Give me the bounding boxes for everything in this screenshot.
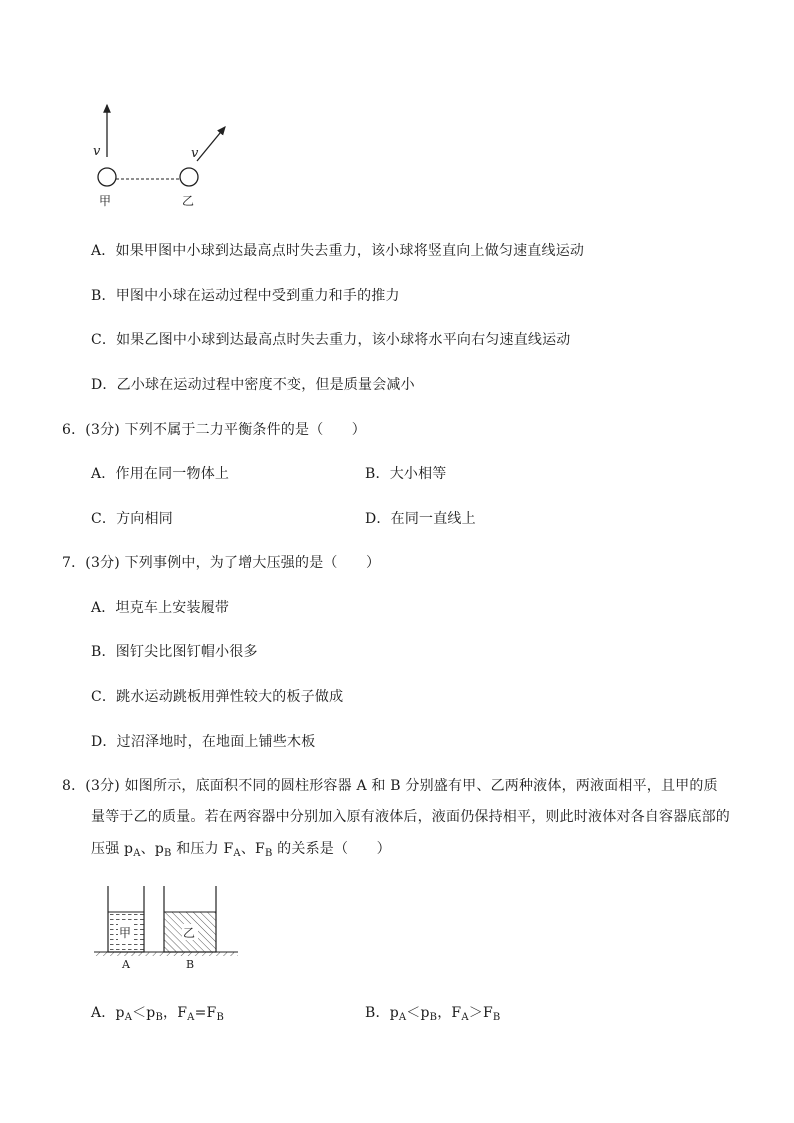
q6-option-d: D．在同一直线上 <box>365 511 476 527</box>
velocity-label-jia: v <box>93 144 101 159</box>
q7-option-b: B．图钉尖比图钉帽小很多 <box>91 644 258 660</box>
q6-stem: 6．(3分) 下列不属于二力平衡条件的是（ ） <box>62 422 366 438</box>
q6-option-a: A．作用在同一物体上 <box>91 466 230 482</box>
liquid-label-yi: 乙 <box>183 926 196 940</box>
ball-motion-figure <box>85 95 245 215</box>
container-label-a: A <box>122 958 130 971</box>
q7-option-c: C．跳水运动跳板用弹性较大的板子做成 <box>91 689 344 705</box>
q8-option-a: A．$p_A<p_B$，$F_A=F_B$ <box>91 1005 225 1023</box>
q6-option-b: B．大小相等 <box>365 466 447 482</box>
q7-option-d: D．过沼泽地时，在地面上铺些木板 <box>91 734 316 750</box>
q7-stem: 7．(3分) 下列事例中，为了增大压强的是（ ） <box>62 555 381 571</box>
label-jia: 甲 <box>99 194 112 208</box>
label-yi: 乙 <box>182 194 195 208</box>
liquid-label-jia: 甲 <box>119 926 132 940</box>
q5-option-a: A．如果甲图中小球到达最高点时失去重力，该小球将竖直向上做匀速直线运动 <box>91 243 585 259</box>
ball-jia <box>98 168 116 186</box>
q6-option-c: C．方向相同 <box>91 511 173 527</box>
q8-stem-line3: 压强 $p_A$、$p_B$ 和压力 $F_A$、$F_B$ 的关系是（ ） <box>91 841 391 859</box>
q5-option-d: D．乙小球在运动过程中密度不变，但是质量会减小 <box>91 377 415 393</box>
container-label-b: B <box>186 958 195 971</box>
velocity-arrow-yi <box>197 127 225 161</box>
q7-option-a: A．坦克车上安装履带 <box>91 600 230 616</box>
q8-stem-line2: 量等于乙的质量。若在两容器中分别加入原有液体后，液面仍保持相平，则此时液体对各自容器底部的 <box>91 809 730 825</box>
q8-option-b: B．$p_A<p_B$，$F_A>F_B$ <box>365 1005 501 1023</box>
ball-yi <box>180 168 198 186</box>
q5-option-c: C．如果乙图中小球到达最高点时失去重力，该小球将水平向右匀速直线运动 <box>91 332 571 348</box>
q5-option-b: B．甲图中小球在运动过程中受到重力和手的推力 <box>91 288 400 304</box>
velocity-label-yi: v <box>191 146 199 161</box>
q8-stem-line1: 8．(3分) 如图所示，底面积不同的圆柱形容器 A 和 B 分别盛有甲、乙两种液体，两液面相平，且甲的质 <box>62 778 718 794</box>
containers-figure <box>92 882 242 974</box>
